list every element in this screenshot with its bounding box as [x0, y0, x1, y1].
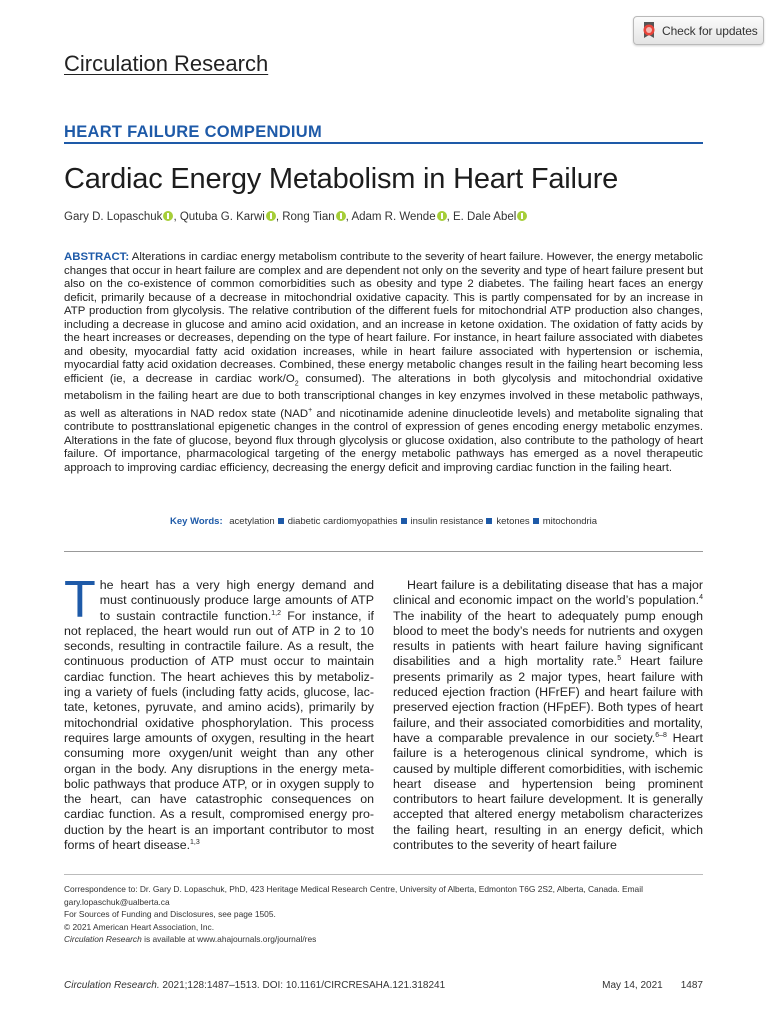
- orcid-icon[interactable]: [266, 211, 276, 221]
- square-bullet-icon: [486, 518, 492, 524]
- abstract: [64, 251, 703, 475]
- footnote-divider: [64, 874, 703, 875]
- square-bullet-icon: [401, 518, 407, 524]
- section-heading: HEART FAILURE COMPENDIUM: [64, 122, 323, 141]
- keywords-label: Key Words:: [170, 516, 223, 527]
- body-text: he heart has a very high energy demand and must continuously produce large amounts of ATP to sustain contractile function.: [99, 578, 374, 623]
- body-text: Heart failure is a debilitating disease that has a major clinical and economic impact on the world’s population.: [393, 578, 703, 608]
- correspondence-note: Correspondence to: Dr. Gary D. Lopaschuk, PhD, 423 Heritage Medical Research Centre, University of Alberta, Edmonton T6G 2S2, Alberta, Canada. Email gary.lopaschuk@ualberta.ca: [64, 884, 643, 907]
- page-number: 1487: [680, 980, 703, 991]
- author-name[interactable]: E. Dale Abel: [453, 211, 517, 223]
- abstract-text: Alterations in cardiac energy metabolism contribute to the severity of heart failure. However, the energy metabolic changes that occur in heart failure are complex and are dependent not only on the severity and type of heart failure present but also on the co-existence of common comorbidities such as obesity and type 2 diabetes. The failing heart faces an energy deficit, primarily because of a decrease in mitochondrial oxidative capacity. This is partly compensated for by an increase in ATP production from glycolysis. The relative contribution of the different fuels for mitochondrial ATP production also changes, including a decrease in glucose and amino acid oxidation, and an increase in ketone oxidation. The oxidation of fatty acids by the heart increases or decreases, depending on the type of heart failure. For instance, in heart failure associated with diabetes and obesity, myocardial fatty acid oxidation increases, while in heart failure associated with hypertension or ischemia, myocardial fatty acid oxidation decreases. Combined, these energy metabolic changes result in the failing heart becoming less efficient (ie, a decrease in cardiac work/O: [64, 251, 703, 385]
- body-text: For instance, if not replaced, the heart would run out of ATP in 2 to 10 seconds, resulting in contractile failure. As a result, the continuous production of ATP must occur to maintain cardiac function. The heart achieves this by metabolizing a variety of fuels (including fatty acids, glucose, lactate, ketones, pyruvate, and amino acids), primarily by mitochondrial oxidative phosphorylation. This process requires large amounts of oxygen, resulting in the heart consuming more oxygen/unit weight than any other organ in the body. Any disruptions in the energy metabolic pathways that produce ATP, or in oxygen supply to the heart, can have catastrophic consequences on cardiac function. As a result, compromised energy production by the heart is an important contributor to most forms of heart disease.: [64, 608, 374, 853]
- superscript: +: [308, 406, 313, 414]
- orcid-icon[interactable]: [437, 211, 447, 221]
- reference-marker[interactable]: 1,2: [271, 609, 282, 617]
- drop-cap: T: [64, 571, 96, 629]
- square-bullet-icon: [278, 518, 284, 524]
- availability-link[interactable]: is available at www.ahajournals.org/journal/res: [141, 934, 317, 945]
- keyword[interactable]: insulin resistance: [410, 516, 484, 527]
- body-column-left: [64, 571, 374, 853]
- funding-note: For Sources of Funding and Disclosures, see page 1505.: [64, 909, 276, 920]
- footer-right: [602, 980, 703, 991]
- author-name[interactable]: Qutuba G. Karwi: [179, 211, 265, 223]
- square-bullet-icon: [533, 518, 539, 524]
- body-text: The inability of the heart to adequately pump enough blood to meet the body’s needs for nutrients and oxygen results in patients with heart failure having significant disabilities and a high mortality rate.: [393, 608, 703, 669]
- body-column-right: [393, 578, 703, 853]
- article-title: Cardiac Energy Metabolism in Heart Failure: [64, 163, 619, 195]
- page-footer: [64, 980, 703, 991]
- orcid-icon[interactable]: [517, 211, 527, 221]
- abstract-text: consumed). The alterations in both glycolysis and mitochondrial oxidative metabolism in the failing heart are due to both transcriptional changes in key enzymes involved in these metabolic pathways, as well as alterations in NAD redox state (NAD: [64, 372, 703, 420]
- publication-date: May 14, 2021: [602, 980, 663, 991]
- crossmark-icon: [641, 21, 657, 41]
- keyword[interactable]: mitochondria: [542, 516, 598, 527]
- body-text: Heart failure is a heterogenous clinical syndrome, which is caused by multiple different comorbidities, with ischemic heart disease and hypertension being prominent contributors to heart failure development. It is generally accepted that altered energy metabolism characterizes the failing heart, resulting in an energy deficit, which contributes to the severity of heart failure: [393, 730, 703, 853]
- abstract-text: and nicotinamide adenine dinucleotide levels) and metabolite signaling that contribute to posttranslational epigenetic changes in the control of expression of genes encoding energy metabolic enzymes. Alterations in the fate of glucose, beyond flux through glycolysis or glucose oxidation, also contribute to the pathology of heart failure. Of importance, pharmacological targeting of the energy metabolic pathways has emerged as a novel therapeutic approach to improving cardiac efficiency, decreasing the energy deficit and improving cardiac function in the failing heart.: [64, 407, 703, 474]
- footer-citation[interactable]: 2021;128:1487–1513. DOI: 10.1161/CIRCRESAHA.121.318241: [159, 980, 446, 991]
- reference-marker[interactable]: 1,3: [190, 838, 200, 846]
- orcid-icon[interactable]: [163, 211, 173, 221]
- keyword[interactable]: ketones: [496, 516, 530, 527]
- author-name[interactable]: Adam R. Wende: [351, 211, 436, 223]
- reference-marker[interactable]: 4: [699, 594, 703, 602]
- footnotes: [64, 883, 703, 946]
- journal-name[interactable]: Circulation Research: [64, 51, 269, 76]
- footer-journal: Circulation Research.: [64, 980, 160, 991]
- heading-rule: [64, 142, 703, 144]
- author-name[interactable]: Gary D. Lopaschuk: [64, 211, 163, 223]
- check-for-updates-button[interactable]: [633, 16, 764, 45]
- check-for-updates-label: Check for updates: [662, 23, 758, 38]
- section-divider: [64, 551, 703, 552]
- abstract-label: ABSTRACT:: [64, 251, 130, 263]
- orcid-icon[interactable]: [336, 211, 346, 221]
- availability-journal: Circulation Research: [64, 934, 142, 945]
- availability-note: [64, 933, 703, 946]
- keyword[interactable]: acetylation: [229, 516, 275, 527]
- reference-marker[interactable]: 6–8: [655, 731, 667, 739]
- keywords: [170, 516, 597, 527]
- keyword[interactable]: diabetic cardiomyopathies: [287, 516, 398, 527]
- reference-marker[interactable]: 5: [617, 655, 622, 663]
- subscript: 2: [294, 379, 299, 387]
- copyright-note: © 2021 American Heart Association, Inc.: [64, 921, 215, 932]
- body-text: Heart failure presents primarily as 2 major types, heart failure with reduced ejection fraction (HFrEF) and heart failure with preserved ejection fraction (HFpEF). Both types of heart failure, and their associated comorbidities and mortality, have a comparable prevalence in our society.: [393, 654, 703, 745]
- author-name[interactable]: Rong Tian: [282, 211, 335, 223]
- author-list: Gary D. Lopaschuk , Qutuba G. Karwi , Rong Tian , Adam R. Wende , E. Dale Abel: [64, 211, 527, 223]
